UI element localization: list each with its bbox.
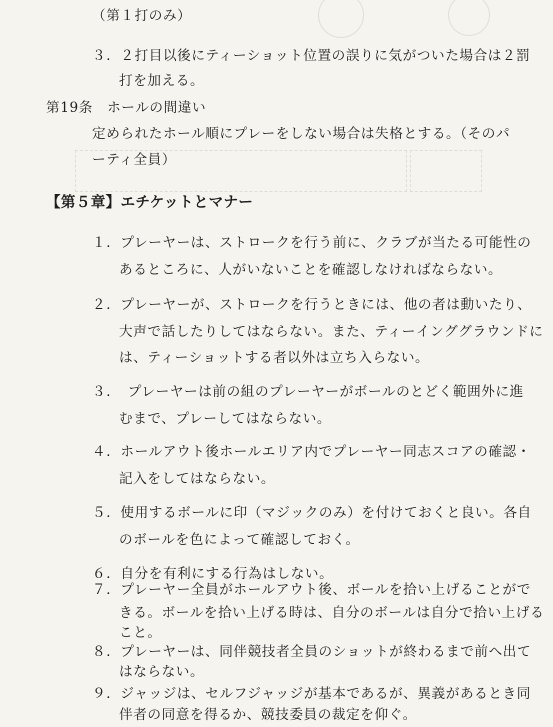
chapter-heading: 【第５章】エチケットとマナー: [46, 195, 254, 211]
text-line: 大声で話したりしてはならない。また、ティーインググラウンドに: [119, 324, 544, 340]
text-line: ２．プレーヤーが、ストロークを行うときには、他の者は動いたり、: [92, 297, 532, 313]
text-line: １．プレーヤーは、ストロークを行う前に、クラブが当たる可能性の: [92, 235, 532, 251]
text-line: こと。: [119, 625, 162, 641]
bleed-through-circle: [448, 0, 490, 36]
text-line: きる。ボールを拾い上げる時は、自分のボールは自分で拾い上げる: [119, 605, 545, 621]
text-line: ３．２打目以後にティーショット位置の誤りに気がついた場合は２罰: [92, 48, 531, 64]
text-line: ８．プレーヤーは、同伴競技者全員のショットが終わるまで前へ出て: [92, 644, 532, 660]
text-line: ４．ホールアウト後ホールエリア内でプレーヤー同志スコアの確認・: [92, 444, 531, 460]
text-line: ５．使用するボールに印（マジックのみ）を付けておくと良い。各自: [92, 505, 532, 521]
text-line: ９．ジャッジは、セルフジャッジが基本であるが、異義があるとき同: [92, 686, 531, 702]
text-line: ーティ全員）: [92, 152, 177, 168]
text-line: ６．自分を有利にする行為はしない。: [92, 566, 334, 582]
text-line: むまで、プレーしてはならない。: [119, 411, 332, 427]
text-line: （第１打のみ）: [92, 8, 192, 24]
article-heading: 第19条 ホールの間違い: [46, 100, 207, 116]
text-line: はならない。: [119, 664, 205, 680]
text-line: ３． プレーヤーは前の組のプレーヤーがボールのとどく範囲外に進: [92, 384, 524, 400]
bleed-through-diagram: [410, 150, 482, 192]
bleed-through-circle: [318, 0, 364, 38]
text-line: 伴者の同意を得るか、競技委員の裁定を仰ぐ。: [119, 707, 417, 723]
text-line: のボールを色によって確認しておく。: [119, 532, 360, 548]
text-line: 記入をしてはならない。: [119, 471, 276, 487]
text-line: 打を加える。: [119, 73, 205, 89]
text-line: ７．プレーヤー全員がホールアウト後、ボールを拾い上げることがで: [92, 582, 531, 598]
text-line: あるところに、人がいないことを確認しなければならない。: [119, 262, 503, 278]
text-line: 定められたホール順にプレーをしない場合は失格とする。（そのパ: [92, 126, 511, 142]
text-line: は、ティーショットする者以外は立ち入らない。: [119, 350, 430, 366]
